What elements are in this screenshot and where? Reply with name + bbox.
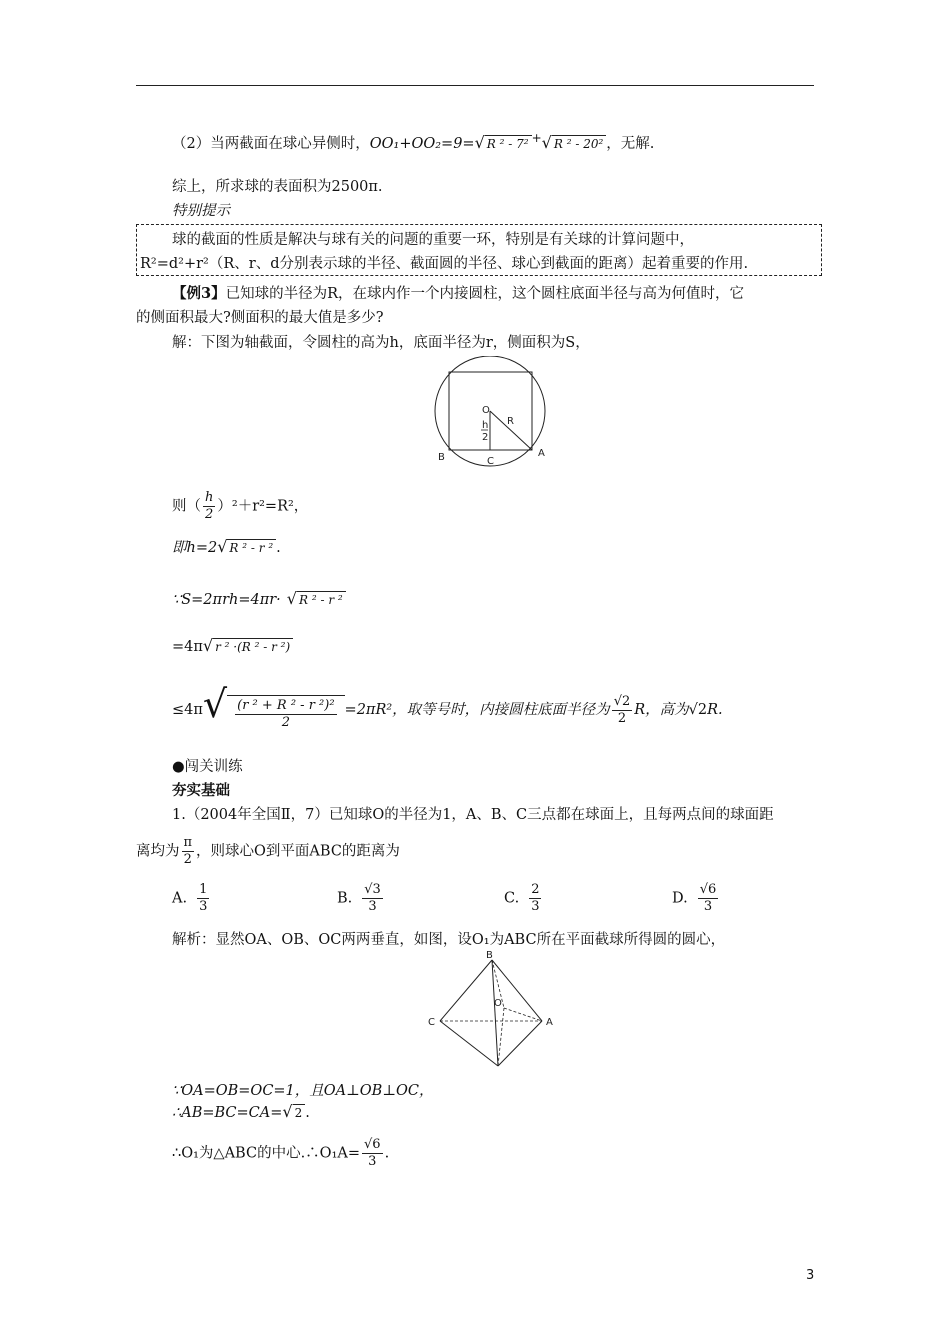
problem1-line-1: 1.（2004年全国Ⅱ，7）已知球O的半径为1，A、B、C三点都在球面上，且每两点间的球面距 [172,807,774,823]
label-2: 2 [482,432,489,443]
h-over-2: $\frac{h}{2}$ [205,490,214,522]
example3-tag: 【例3】 [172,285,226,302]
label-A: A [538,448,545,459]
step-3: ∵S=2πrh=4πr· √ R ² - r ² [172,590,346,610]
conclusion-line-2: ∴AB=BC=CA=√ 2 . [172,1102,310,1121]
case2-equation: OO₁+OO₂=9= [369,136,475,152]
option-a: A. $\frac{1}{3}$ [172,882,208,914]
tip-line-2: R²=d²+r²（R、r、d分别表示球的半径、截面圆的半径、球心到截面的距离）起着重要的作用. [140,256,749,272]
label-A: A [546,1017,553,1028]
label-R: R [507,416,514,427]
label-C: C [487,456,494,467]
training-heading: ●闯关训练 [172,759,243,775]
example3-line-2: 的侧面积最大?侧面积的最大值是多少? [136,310,384,326]
option-c: C. $\frac{2}{3}$ [504,882,540,914]
tip-line-1: 球的截面的性质是解决与球有关的问题的重要一环，特别是有关球的计算问题中， [172,232,694,248]
problem1-line-2: 离均为 $\frac{\pi}{2}$ ，则球心O到平面ABC的距离为 [136,835,400,867]
page-number: 3 [806,1268,815,1283]
conclusion-line-1: ∵OA=OB=OC=1，且OA⊥OB⊥OC， [172,1083,434,1099]
summary-line: 综上，所求球的表面积为2500π. [172,179,383,195]
step-5: ≤4π√ $\frac{\text{(r ² + R ² - r ²)²}}{2}$ =2πR²，取等号时，内接圆柱底面半径为 $\frac{√2}{2}$ R，高为√2R. [172,682,723,730]
label-B: B [486,950,493,961]
label-h: h [482,420,489,431]
radical-2: √ R ² - 20² [542,134,607,154]
step-1: 则（ $\frac{h}{2}$ ）²＋r²=R²， [172,490,309,522]
example3-solution: 解：下图为轴截面，令圆柱的高为h，底面半径为r，侧面积为S， [172,335,590,351]
step-2: 即h=2√ R ² - r ² . [172,537,281,556]
tetrahedron-figure [424,950,564,1068]
label-O: O [494,998,502,1009]
label-C: C [428,1017,435,1028]
radical-1: √ R ² - 7² [475,134,532,154]
tip-heading: 特别提示 [172,203,230,219]
label-O: O [482,405,490,416]
sphere-cylinder-figure [430,356,560,468]
step-4: =4π√ r ² ·(R ² - r ²) [172,637,293,657]
conclusion-line-3: ∴O₁为△ABC的中心.∴O₁A= $\frac{√6}{3}$ . [172,1137,390,1169]
problem1-analysis: 解析：显然OA、OB、OC两两垂直，如图，设O₁为ABC所在平面截球所得圆的圆心， [172,932,726,948]
option-b: B. $\frac{√3}{3}$ [337,882,381,914]
training-subheading: 夯实基础 [172,782,230,799]
case2-text: （2）当两截面在球心异侧时， [172,136,370,152]
case2-line: （2）当两截面在球心异侧时，OO₁+OO₂=9=√ R ² - 7² +√ R ² - 20² ，无解. [172,131,655,152]
option-d: D. $\frac{√6}{3}$ [672,882,717,914]
header-rule [136,85,814,86]
example3-line-1: 【例3】已知球的半径为R，在球内作一个内接圆柱，这个圆柱底面半径与高为何值时，它 [172,285,745,302]
label-B: B [438,452,445,463]
